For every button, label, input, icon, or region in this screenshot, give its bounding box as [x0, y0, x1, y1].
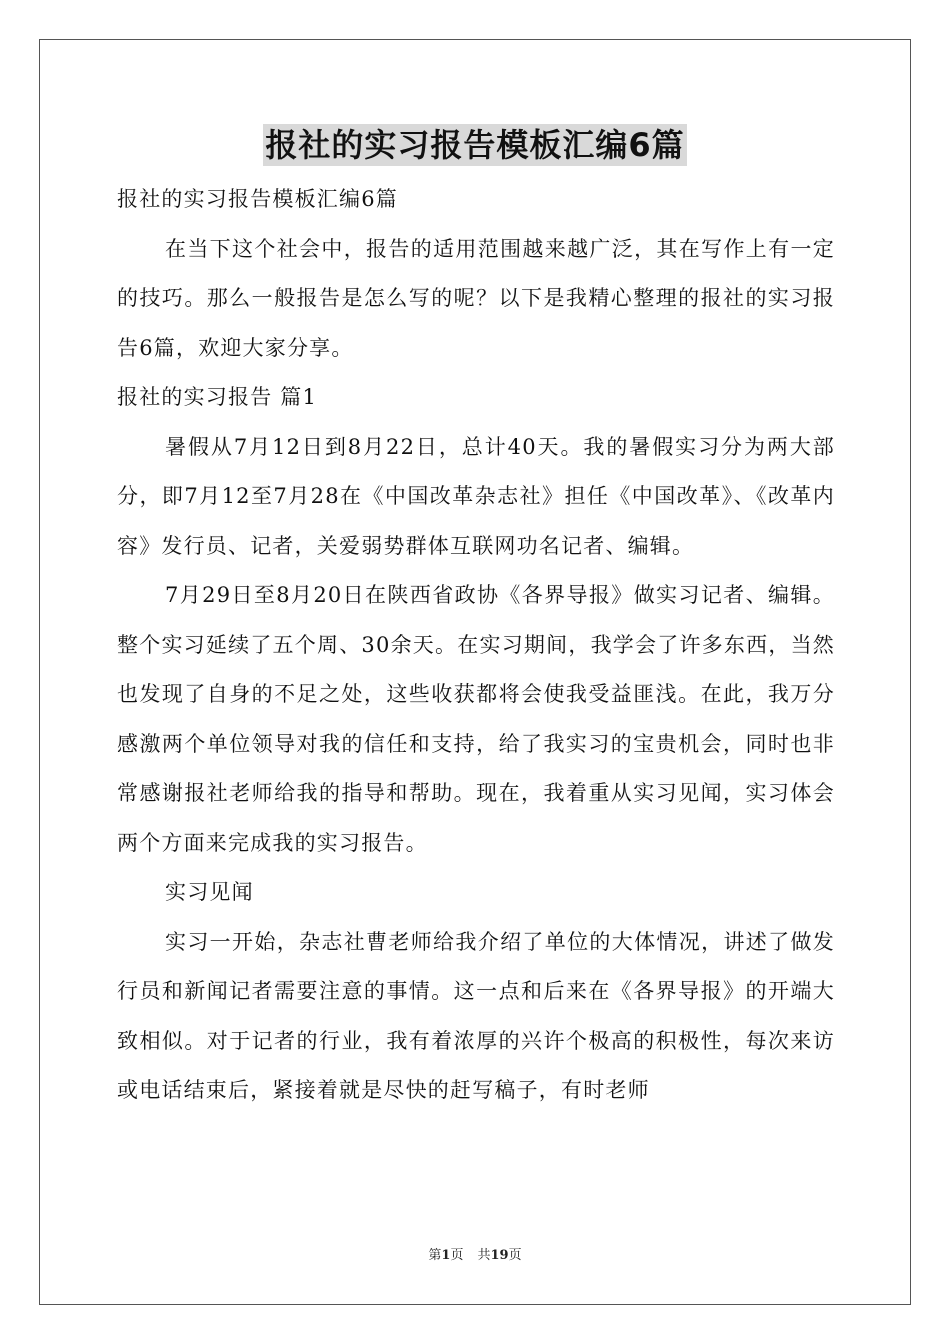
- body-paragraph: 7月29日至8月20日在陕西省政协《各界导报》做实习记者、编辑。整个实习延续了五个周、30余天。在实习期间，我学会了许多东西，当然也发现了自身的不足之处，这些收获都将会使我受益匪浅。在此，我万分感激两个单位领导对我的信任和支持，给了我实习的宝贵机会，同时也非常感谢报社老师给我的指导和帮助。现在，我着重从实习见闻，实习体会两个方面来完成我的实习报告。: [117, 583, 835, 855]
- body-paragraph: 暑假从7月12日到8月22日，总计40天。我的暑假实习分为两大部分，即7月12至7月28在《中国改革杂志社》担任《中国改革》、《改革内容》发行员、记者，关爱弱势群体互联网功名记者、编辑。: [117, 434, 835, 558]
- section-heading: 报社的实习报告 篇1: [117, 385, 318, 409]
- document-title: 报社的实习报告模板汇编6篇: [265, 126, 685, 164]
- page-suffix: 页: [450, 1248, 464, 1263]
- page-prefix: 第: [428, 1248, 442, 1263]
- body-paragraph: 实习一开始，杂志社曹老师给我介绍了单位的大体情况，讲述了做发行员和新闻记者需要注意的事情。这一点和后来在《各界导报》的开端大致相似。对于记者的行业，我有着浓厚的兴许个极高的积极性，每次来访或电话结束后，紧接着就是尽快的赶写稿子，有时老师: [117, 929, 835, 1102]
- document-body: [117, 175, 835, 1116]
- page-current: 1: [441, 1248, 451, 1263]
- intro-paragraph: 在当下这个社会中，报告的适用范围越来越广泛，其在写作上有一定的技巧。那么一般报告是怎么写的呢？以下是我精心整理的报社的实习报告6篇，欢迎大家分享。: [117, 236, 835, 360]
- page-footer: [0, 1244, 950, 1263]
- subtitle-line: 报社的实习报告模板汇编6篇: [117, 187, 398, 211]
- total-suffix: 页: [508, 1248, 522, 1263]
- subsection-heading: 实习见闻: [165, 880, 254, 904]
- total-prefix: 共: [477, 1248, 491, 1263]
- title-container: [0, 124, 950, 166]
- page-total: 19: [490, 1248, 509, 1263]
